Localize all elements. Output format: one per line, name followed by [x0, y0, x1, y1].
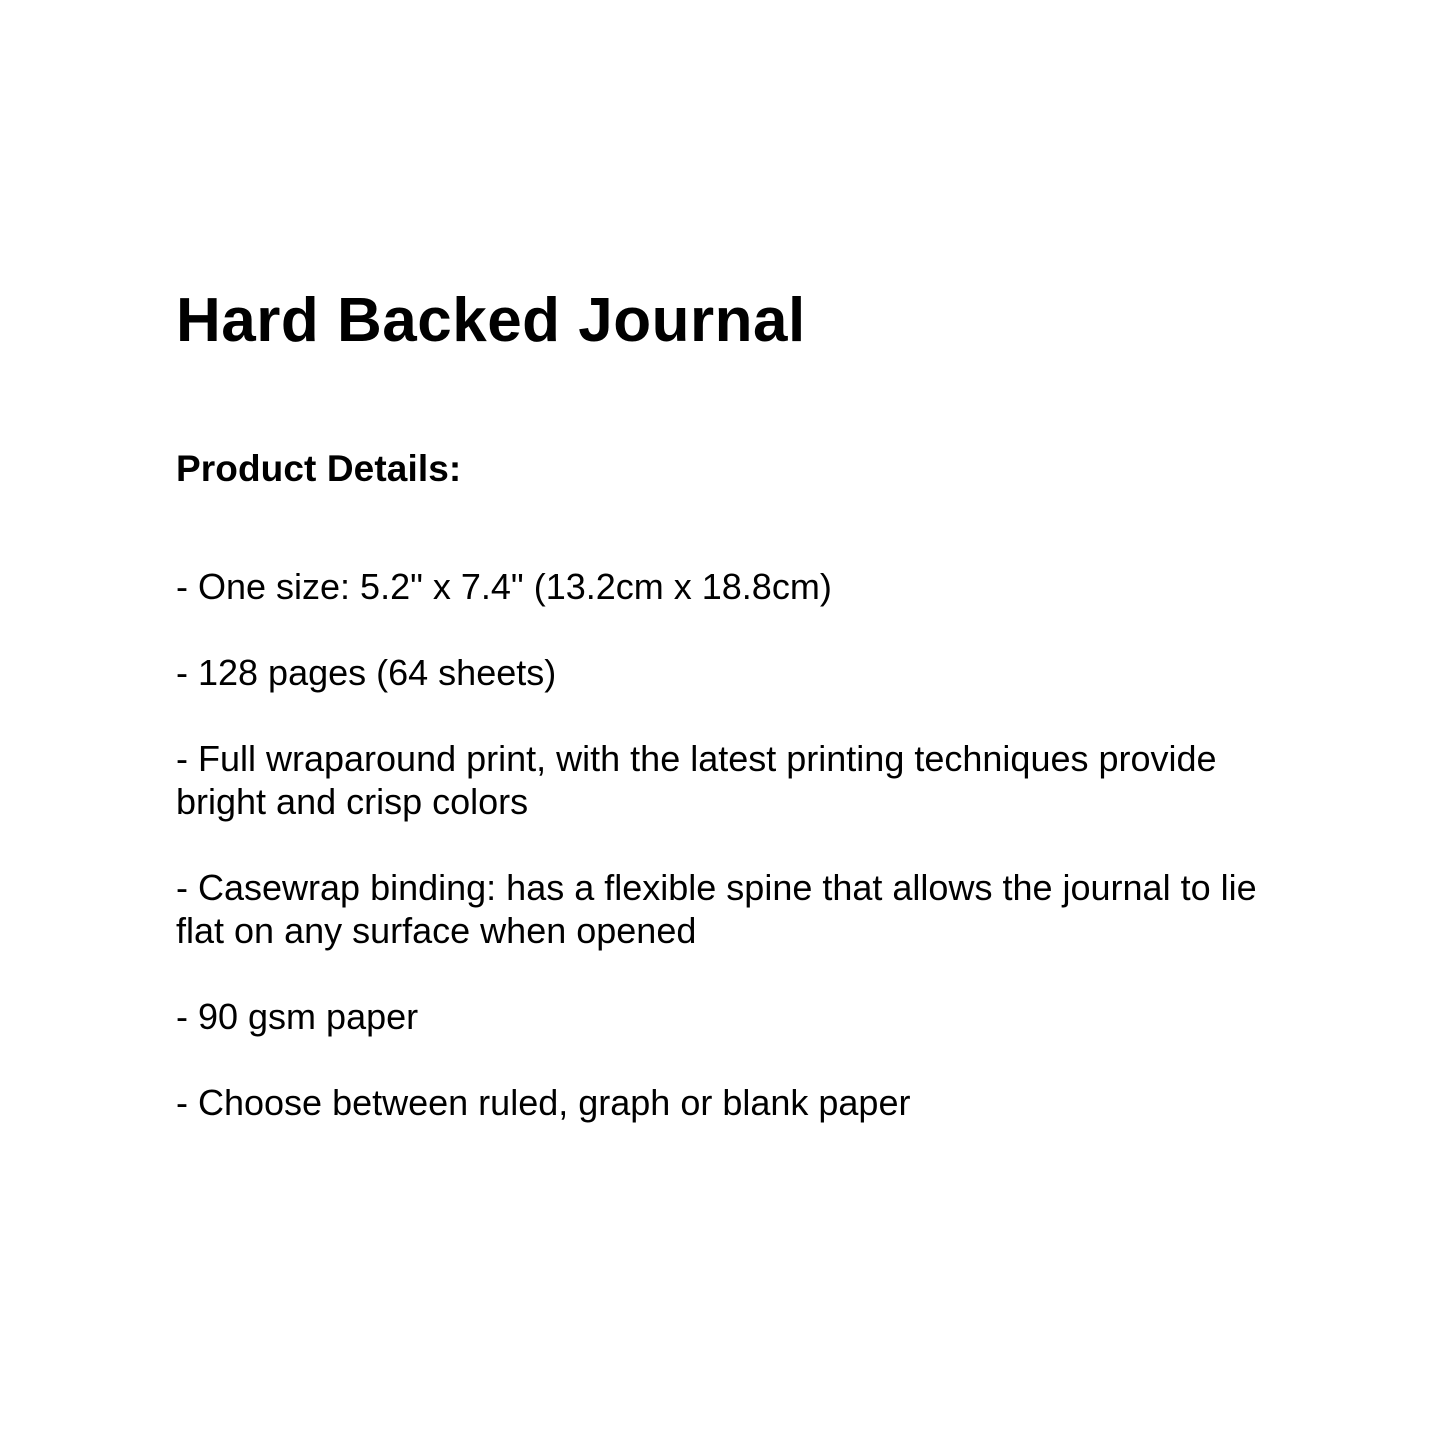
product-details-heading: Product Details: [176, 448, 462, 489]
list-item: - 90 gsm paper [176, 996, 419, 1037]
content-column [176, 286, 1286, 1124]
product-details-list [176, 565, 1286, 1124]
page-title: Hard Backed Journal [176, 286, 806, 355]
list-item: - 128 pages (64 sheets) [176, 652, 557, 693]
list-item: - Casewrap binding: has a flexible spine that allows the journal to lie flat on any surface when opened [176, 867, 1257, 951]
list-item: - Full wraparound print, with the latest printing techniques provide bright and crisp colors [176, 738, 1217, 822]
list-item: - One size: 5.2" x 7.4" (13.2cm x 18.8cm) [176, 566, 832, 607]
list-item: - Choose between ruled, graph or blank paper [176, 1082, 911, 1123]
